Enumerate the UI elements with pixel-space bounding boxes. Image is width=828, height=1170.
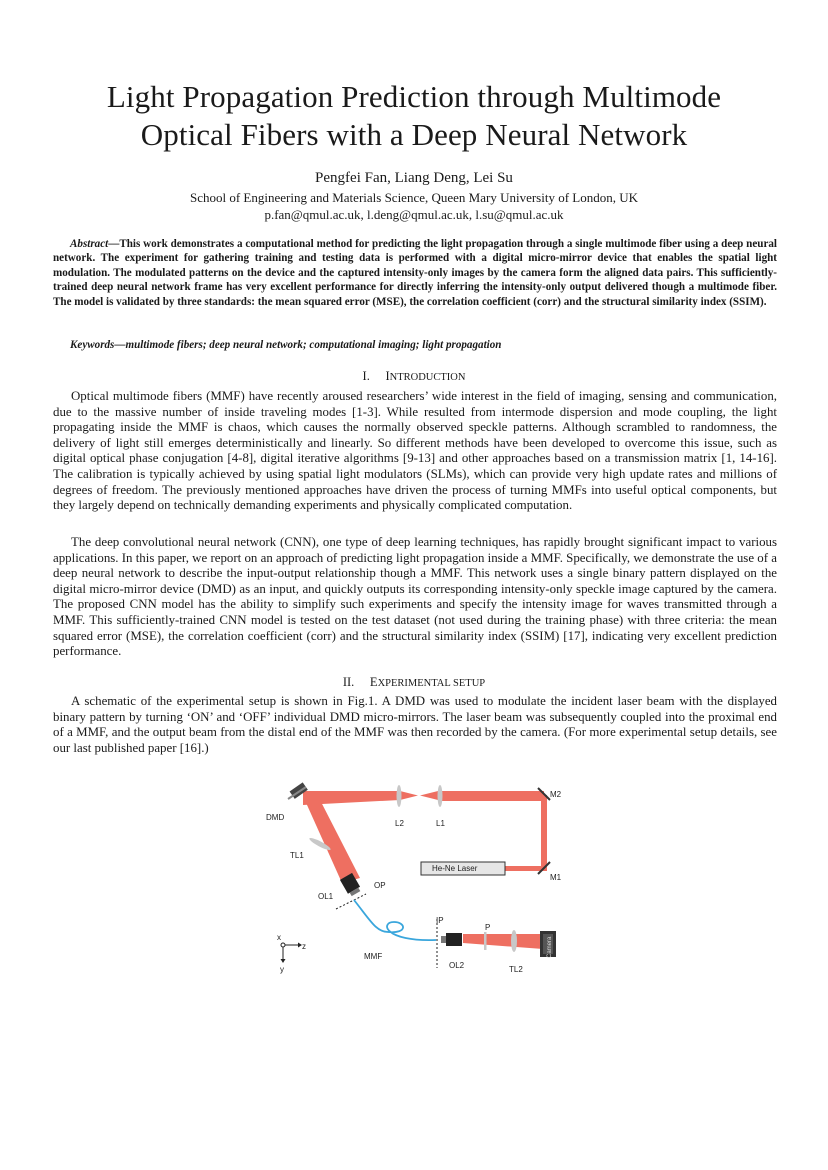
objective-plane-op (336, 894, 366, 909)
beam-output (463, 934, 543, 949)
abstract-label: Abstract (70, 238, 109, 250)
section-title-rest: NTRODUCTION (389, 372, 466, 383)
beam-focus-left (400, 791, 418, 800)
title-line-2: Optical Fibers with a Deep Neural Network (140, 117, 688, 152)
beam-m2-to-l1 (438, 791, 544, 801)
label-ol1: OL1 (318, 892, 334, 901)
objective-ol2 (441, 933, 462, 946)
affiliation: School of Engineering and Materials Science, Queen Mary University of London, UK (189, 190, 639, 205)
title-line-1: Light Propagation Prediction through Multimode (106, 79, 722, 114)
section-number: II. (342, 675, 355, 689)
section-title-rest: XPERIMENTAL SETUP (377, 678, 486, 689)
section-heading-introduction (0, 369, 828, 385)
label-ip: IP (436, 916, 444, 925)
label-laser: He-Ne Laser (432, 864, 478, 873)
label-l2: L2 (395, 819, 404, 828)
abstract-text: This work demonstrates a computational method for predicting the light propagation through a single multimode fiber using a deep neural network. The experiment for gathering training and testing data is performed with a digital micro-mirror device that enables the spatial light modulation. The modulated patterns on the device and the captured intensity-only images by the camera form the aligned data pairs. This sufficiently-trained deep neural network frame has very excellent performance for directly inferring the intensity-only output delivered though a multimode fiber. The model is validated by three standards: the mean squared error (MSE), the correlation coefficient (corr) and the structural similarity index (SSIM). (53, 238, 777, 308)
label-p: P (485, 923, 491, 932)
beam-focus-right (420, 791, 438, 800)
paper-title (40, 78, 788, 154)
label-ol2: OL2 (449, 961, 465, 970)
beam-m1-to-m2 (541, 795, 547, 871)
multimode-fiber (354, 900, 436, 940)
setup-paragraph-1: A schematic of the experimental setup is shown in Fig.1. A DMD was used to modulate the incident laser beam with the displayed binary pattern by turning ‘ON’ and ‘OFF’ individual DMD micro-mirrors. The laser beam was subsequently coupled into the proximal end of a MMF, and the output beam from the distal end of the MMF was then recorded by the camera. (For more experimental setup details, see our last published paper [16].) (53, 694, 777, 755)
lens-l1 (438, 785, 443, 807)
label-axis-y: y (280, 965, 284, 974)
section-title-first: I (385, 369, 390, 383)
author-emails: p.fan@qmul.ac.uk, l.deng@qmul.ac.uk, l.su@qmul.ac.uk (264, 207, 564, 222)
label-l1: L1 (436, 819, 445, 828)
label-camera: Camera (547, 936, 553, 958)
polarizer-p (484, 932, 487, 950)
label-tl1: TL1 (290, 851, 304, 860)
label-m1: M1 (550, 873, 562, 882)
experimental-setup-figure (258, 782, 578, 977)
lens-l2 (397, 785, 402, 807)
lens-tl2 (511, 930, 517, 952)
label-axis-z: z (302, 942, 306, 951)
section-heading-experimental-setup (0, 675, 828, 691)
label-m2: M2 (550, 790, 562, 799)
author-list: Pengfei Fan, Liang Deng, Lei Su (315, 170, 513, 186)
camera-device (540, 931, 556, 958)
label-axis-x: x (277, 933, 281, 942)
coordinate-axes (281, 943, 303, 964)
label-mmf: MMF (364, 952, 383, 961)
label-dmd: DMD (266, 813, 285, 822)
label-op: OP (374, 881, 386, 890)
section-title-first: E (369, 675, 378, 689)
keywords: Keywords—multimode fibers; deep neural network; computational imaging; light propagation (70, 339, 502, 351)
section-number: I. (362, 369, 370, 383)
label-tl2: TL2 (509, 965, 523, 974)
abstract (53, 237, 777, 309)
intro-paragraph-2: The deep convolutional neural network (CNN), one type of deep learning techniques, has rapidly brought significant impact to various applications. In this paper, we report on an approach of predicting light propagation inside a MMF. Specifically, we demonstrate the use of a deep neural network to describe the input-output relationship though a MMF. This network uses a single binary pattern displayed on the digital micro-mirror device (DMD) as an input, and quickly outputs its corresponding intensity-only speckle image captured by the camera. The proposed CNN model has the ability to simplify such experiments and specify the intensity image for waves transmitted through a MMF. This sufficiently-trained CNN model is tested on the test dataset (not used during the training phase) with three criteria: the mean squared error (MSE), the correlation coefficient (corr) and the structural similarity index (SSIM) [17], indicating very excellent prediction performance. (53, 535, 777, 659)
abstract-dash: — (108, 238, 120, 250)
intro-paragraph-1: Optical multimode fibers (MMF) have recently aroused researchers’ wide interest in the field of imaging, sensing and communication, due to the massive number of inside traveling modes [1-3]. While resulted from intermode dispersion and mode coupling, the light propagating inside the MMF is chaos, which causes the normally observed speckle patterns. Although scrambled to randomness, the delivery of light still emerges deterministically and linearly. So different methods have been developed to overcome this issue, such as digital optical phase conjugation [4-8], digital iterative algorithms [9-13] and other approaches based on a transmission matrix [1, 14-16]. The calibration is typically achieved by using spatial light modulators (SLMs), which can provide very high update rates and millions of degrees of freedom. The previously mentioned approaches have driven the process of turning MMFs into useful optical components, but they largely depend on technically demanding experiments and physically complicated computation. (53, 389, 777, 513)
